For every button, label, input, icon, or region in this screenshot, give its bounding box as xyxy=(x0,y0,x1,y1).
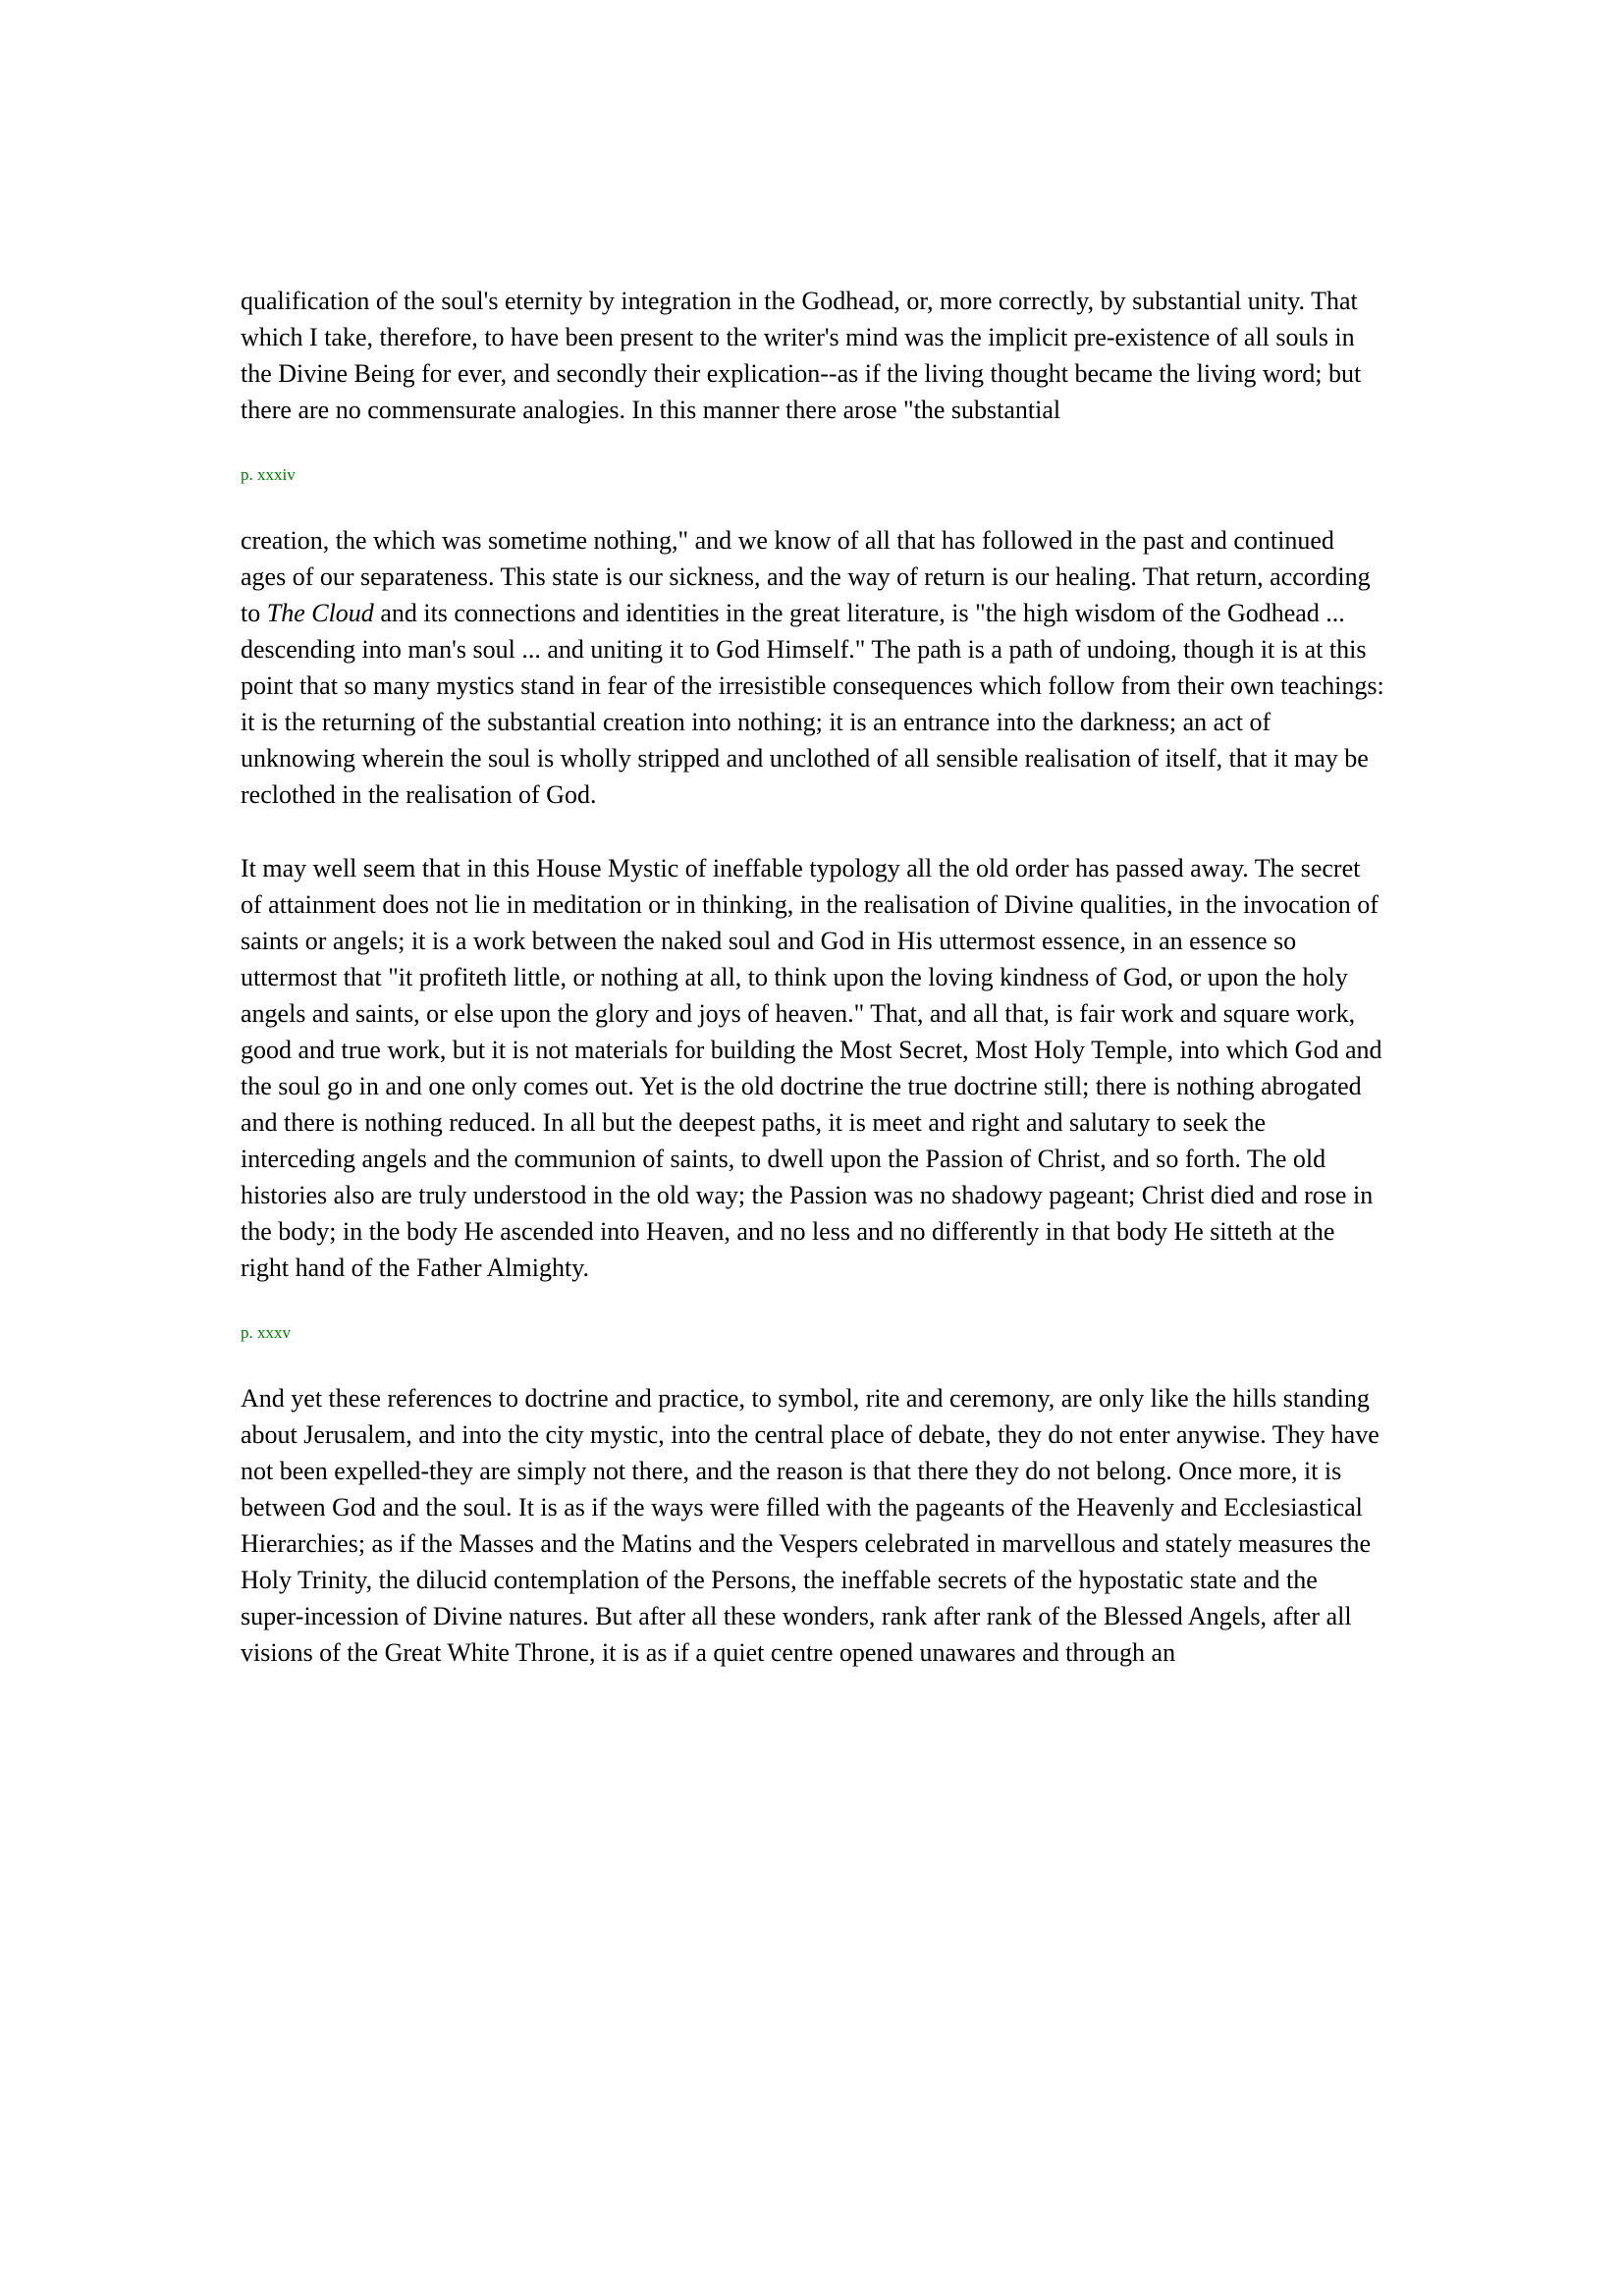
page-marker-xxxiv: p. xxxiv xyxy=(241,465,296,484)
book-title-the-cloud: The Cloud xyxy=(266,599,374,627)
paragraph-2-text-after-italic: and its connections and identities in the great literature, is "the high wisdom of the Godhead ... descending into man's soul ... and uniting it to God Himself." The path is a path of undoing, though it is at this point that so many mystics stand in fear of the irresistible consequences which follow from their own teachings: it is the returning of the substantial creation into nothing; it is an entrance into the darkness; an act of unknowing wherein the soul is wholly stripped and unclothed of all sensible realisation of itself, that it may be reclothed in the realisation of God. xyxy=(241,599,1384,809)
page-marker-xxxv: p. xxxv xyxy=(241,1323,291,1342)
paragraph-3: It may well seem that in this House Mystic of ineffable typology all the old order has passed away. The secret of attainment does not lie in meditation or in thinking, in the realisation of Divine qualities, in the invocation of saints or angels; it is a work between the naked soul and God in His uttermost essence, in an essence so uttermost that "it profiteth little, or nothing at all, to think upon the loving kindness of God, or upon the holy angels and saints, or else upon the glory and joys of heaven." That, and all that, is fair work and square work, good and true work, but it is not materials for building the Most Secret, Most Holy Temple, into which God and the soul go in and one only comes out. Yet is the old doctrine the true doctrine still; there is nothing abrogated and there is nothing reduced. In all but the deepest paths, it is meet and right and salutary to seek the interceding angels and the communion of saints, to dwell upon the Passion of Christ, and so forth. The old histories also are truly understood in the old way; the Passion was no shadowy pageant; Christ died and rose in the body; in the body He ascended into Heaven, and no less and no differently in that body He sitteth at the right hand of the Father Almighty. xyxy=(241,854,1382,1282)
paragraph-1: qualification of the soul's eternity by integration in the Godhead, or, more correctly, by substantial unity. That which I take, therefore, to have been present to the writer's mind was the implicit pre-existence of all souls in the Divine Being for ever, and secondly their explication--as if the living thought became the living word; but there are no commensurate analogies. In this manner there arose "the substantial xyxy=(241,287,1362,424)
paragraph-2 xyxy=(241,522,1384,813)
paragraph-4: And yet these references to doctrine and practice, to symbol, rite and ceremony, are only like the hills standing about Jerusalem, and into the city mystic, into the central place of debate, they do not enter anywise. They have not been expelled-they are simply not there, and the reason is that there they do not belong. Once more, it is between God and the soul. It is as if the ways were filled with the pageants of the Heavenly and Ecclesiastical Hierarchies; as if the Masses and the Matins and the Vespers celebrated in marvellous and stately measures the Holy Trinity, the dilucid contemplation of the Persons, the ineffable secrets of the hypostatic state and the super-incession of Divine natures. But after all these wonders, rank after rank of the Blessed Angels, after all visions of the Great White Throne, it is as if a quiet centre opened unawares and through an xyxy=(241,1384,1380,1667)
document-body xyxy=(241,283,1384,1671)
paragraph-2-text-before-italic: creation, the which was sometime nothing," and we know of all that has followed in the past and continued ages of our separateness. This state is our sickness, and the way of return is our healing. That return, according to xyxy=(241,526,1371,627)
